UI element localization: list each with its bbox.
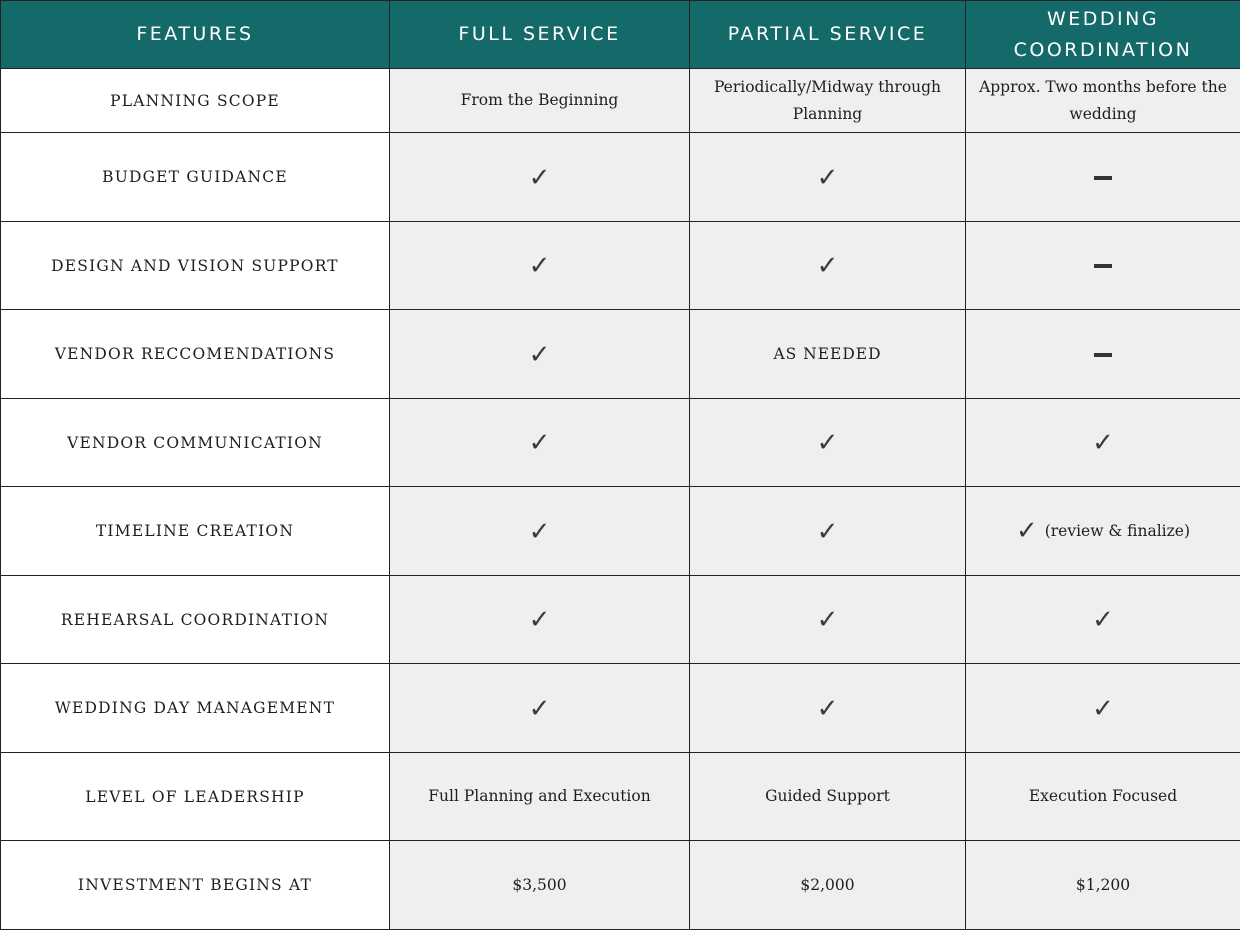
full-service-value <box>390 221 690 310</box>
full-service-value <box>390 133 690 222</box>
partial-service-value <box>690 664 966 753</box>
checkmark-icon: ✓ <box>816 428 839 459</box>
full-service-value <box>390 310 690 399</box>
row-design-vision <box>1 221 1240 310</box>
partial-service-value: AS NEEDED <box>690 310 966 399</box>
coordination-value <box>966 487 1240 576</box>
feature-label: LEVEL OF LEADERSHIP <box>1 752 390 841</box>
coordination-value <box>966 310 1240 399</box>
dash-icon <box>1094 176 1112 180</box>
coordination-value <box>966 133 1240 222</box>
coordination-price: $1,200 <box>966 841 1240 930</box>
feature-label: TIMELINE CREATION <box>1 487 390 576</box>
coordination-value: Approx. Two months before the wedding <box>966 69 1240 133</box>
partial-service-value: Guided Support <box>690 752 966 841</box>
full-service-value: Full Planning and Execution <box>390 752 690 841</box>
dash-icon <box>1094 264 1112 268</box>
checkmark-icon: ✓ <box>1015 516 1038 547</box>
full-service-value: From the Beginning <box>390 69 690 133</box>
row-investment <box>1 841 1240 930</box>
row-rehearsal-coordination <box>1 575 1240 664</box>
header-full-service: FULL SERVICE <box>390 1 690 69</box>
coordination-value <box>966 664 1240 753</box>
feature-label: PLANNING SCOPE <box>1 69 390 133</box>
partial-service-value <box>690 221 966 310</box>
coordination-note: (review & finalize) <box>1044 521 1191 540</box>
checkmark-icon: ✓ <box>816 162 839 193</box>
row-planning-scope <box>1 69 1240 133</box>
coordination-value <box>966 398 1240 487</box>
checkmark-icon: ✓ <box>1092 428 1114 459</box>
feature-label: WEDDING DAY MANAGEMENT <box>1 664 390 753</box>
checkmark-icon: ✓ <box>1092 693 1114 724</box>
checkmark-icon: ✓ <box>528 162 551 193</box>
checkmark-icon: ✓ <box>528 605 551 636</box>
coordination-value: Execution Focused <box>966 752 1240 841</box>
partial-service-value <box>690 487 966 576</box>
row-wedding-day-management <box>1 664 1240 753</box>
partial-service-value <box>690 575 966 664</box>
checkmark-icon: ✓ <box>816 251 839 282</box>
feature-label: INVESTMENT BEGINS AT <box>1 841 390 930</box>
checkmark-icon: ✓ <box>1092 605 1114 636</box>
checkmark-icon: ✓ <box>528 693 551 724</box>
header-features: FEATURES <box>1 1 390 69</box>
checkmark-icon: ✓ <box>528 428 551 459</box>
row-level-of-leadership <box>1 752 1240 841</box>
checkmark-icon: ✓ <box>528 339 551 370</box>
checkmark-icon: ✓ <box>816 605 839 636</box>
header-wedding-coordination: WEDDING COORDINATION <box>966 1 1240 69</box>
partial-service-value <box>690 133 966 222</box>
full-service-value <box>390 575 690 664</box>
checkmark-icon: ✓ <box>816 516 839 547</box>
full-service-price: $3,500 <box>390 841 690 930</box>
checkmark-icon: ✓ <box>528 516 551 547</box>
row-timeline-creation <box>1 487 1240 576</box>
full-service-value <box>390 487 690 576</box>
partial-service-value: Periodically/Midway through Planning <box>690 69 966 133</box>
partial-service-value <box>690 398 966 487</box>
row-vendor-communication <box>1 398 1240 487</box>
feature-label: VENDOR COMMUNICATION <box>1 398 390 487</box>
partial-service-price: $2,000 <box>690 841 966 930</box>
checkmark-icon: ✓ <box>528 251 551 282</box>
header-row <box>1 1 1240 69</box>
checkmark-icon: ✓ <box>816 693 839 724</box>
feature-label: BUDGET GUIDANCE <box>1 133 390 222</box>
dash-icon <box>1094 353 1112 357</box>
feature-label: DESIGN AND VISION SUPPORT <box>1 221 390 310</box>
feature-label: REHEARSAL COORDINATION <box>1 575 390 664</box>
full-service-value <box>390 398 690 487</box>
feature-label: VENDOR RECCOMENDATIONS <box>1 310 390 399</box>
row-vendor-recommendations <box>1 310 1240 399</box>
coordination-value <box>966 221 1240 310</box>
header-partial-service: PARTIAL SERVICE <box>690 1 966 69</box>
coordination-value <box>966 575 1240 664</box>
full-service-value <box>390 664 690 753</box>
row-budget-guidance <box>1 133 1240 222</box>
